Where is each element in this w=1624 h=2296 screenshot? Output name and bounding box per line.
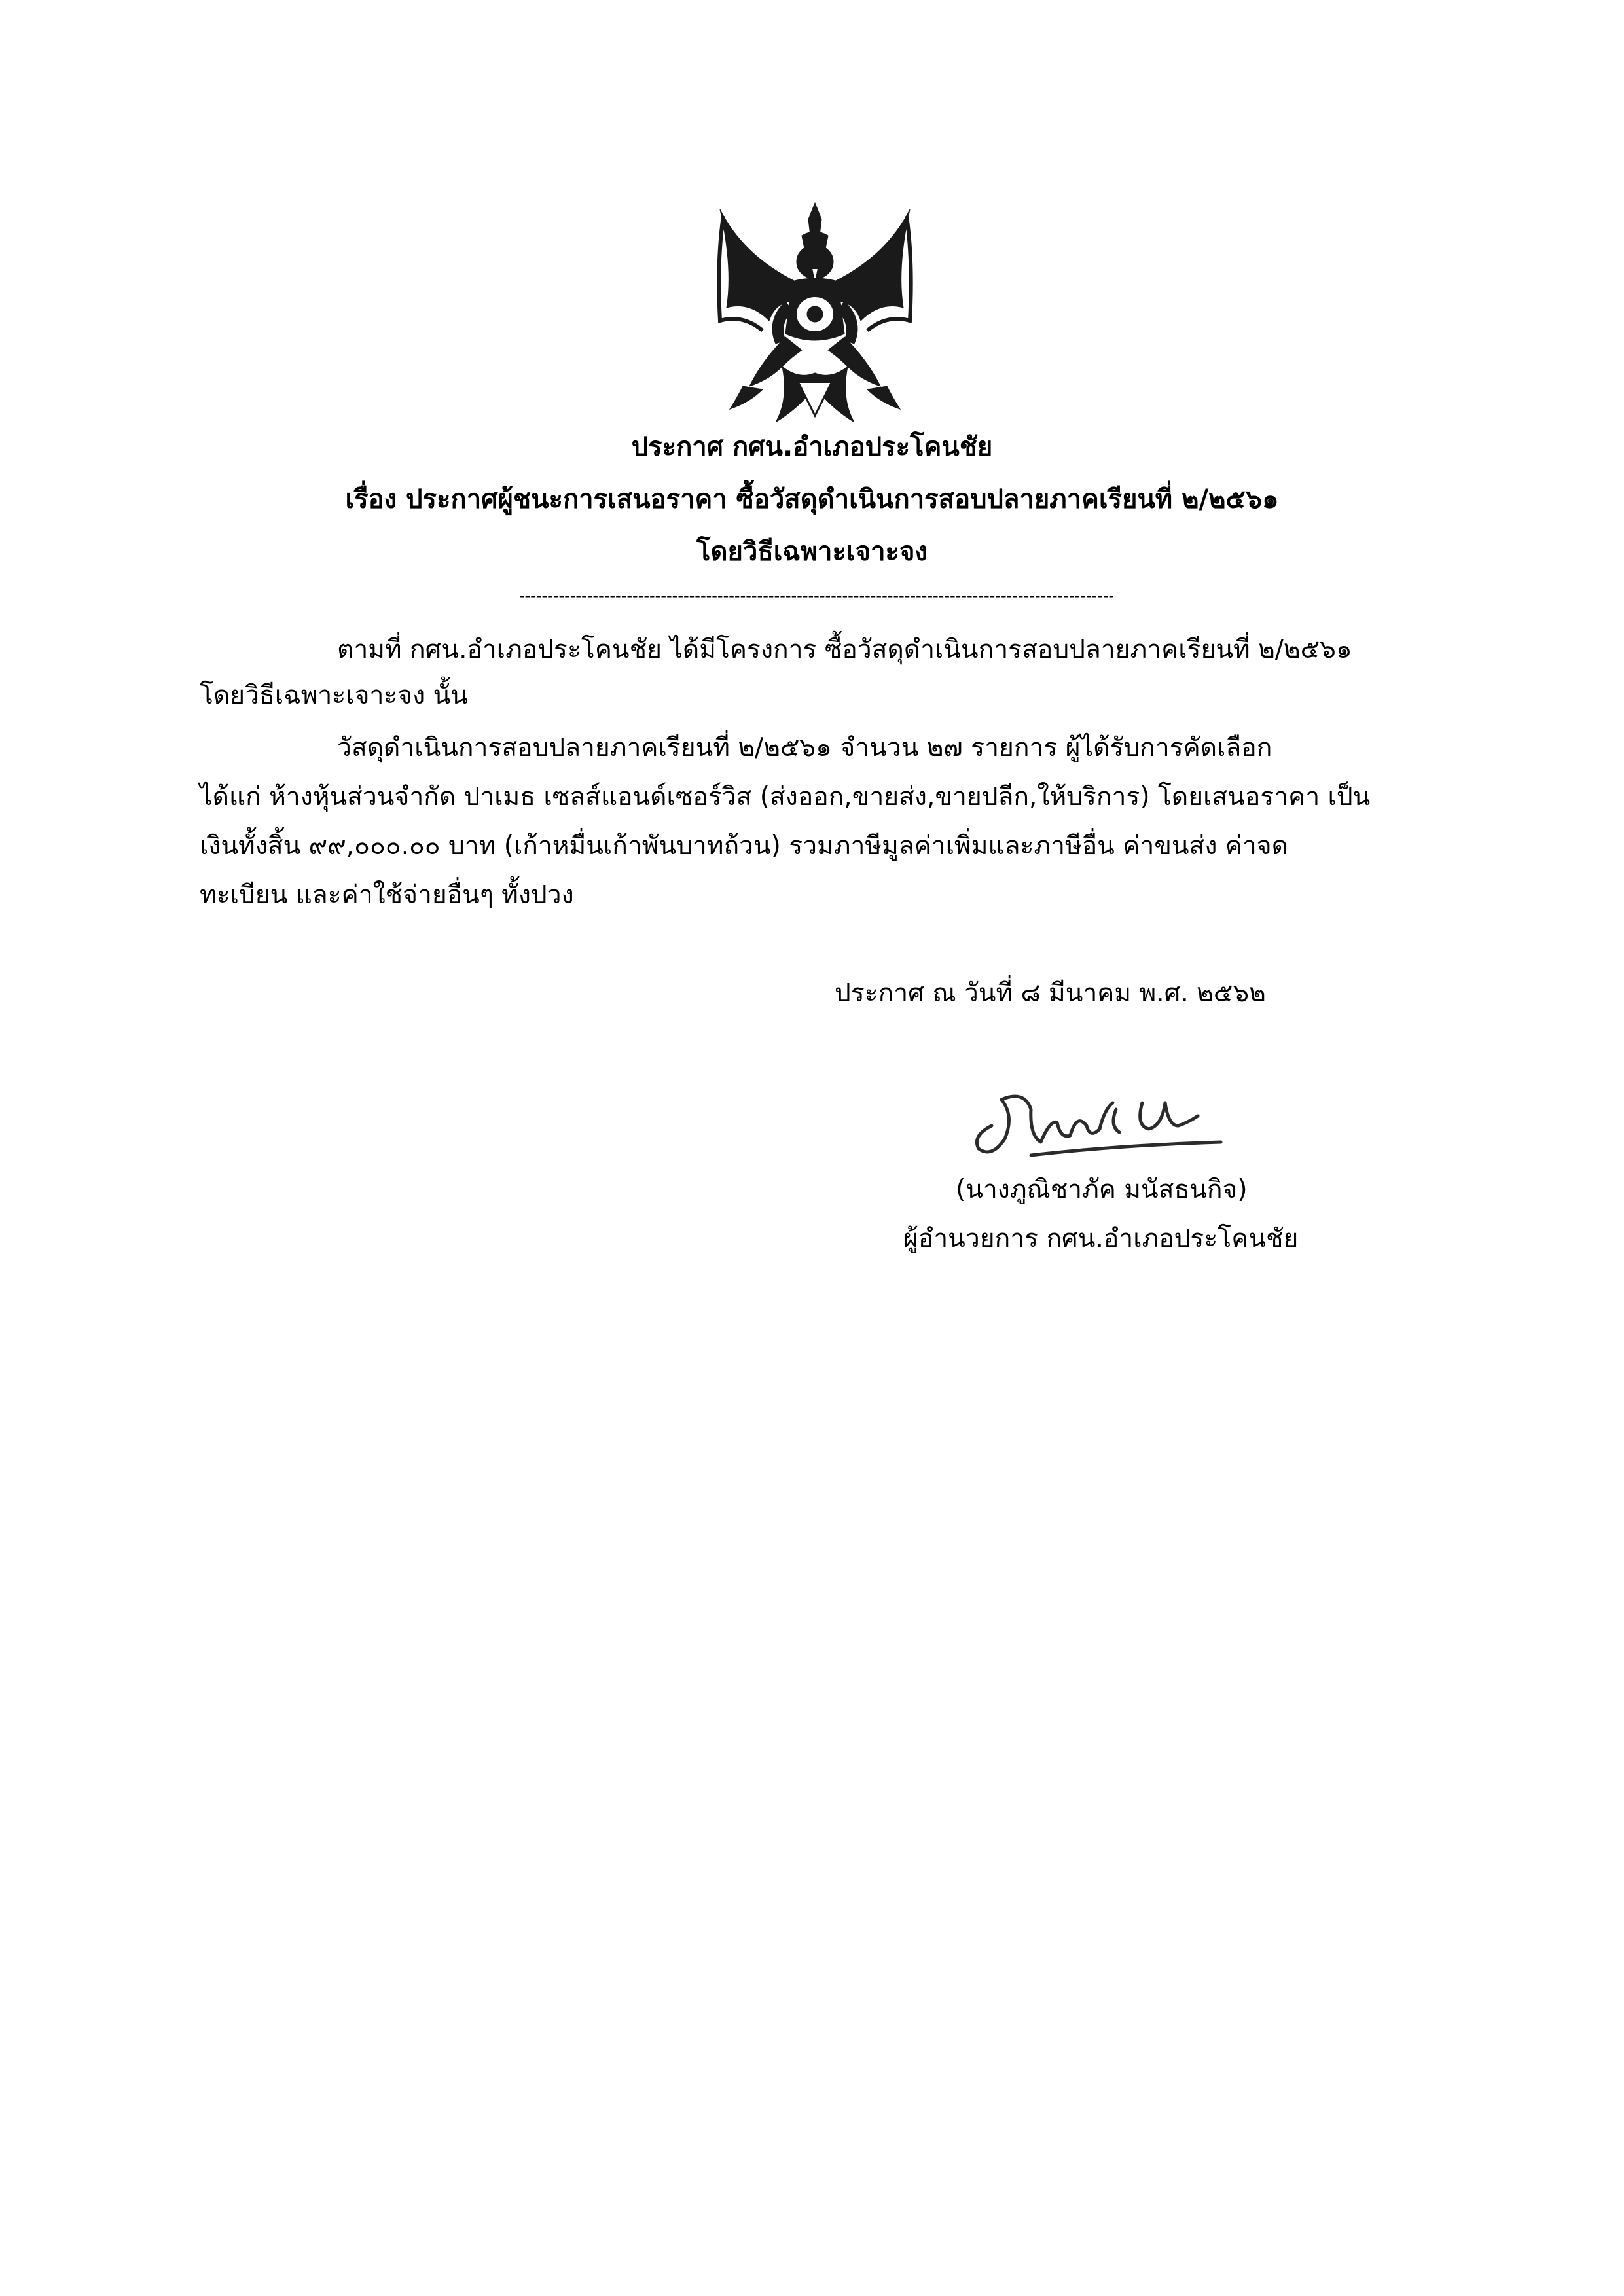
body-paragraph2-line2: ได้แก่ ห้างหุ้นส่วนจำกัด ปาเมธ เซลส์แอนด์เซอร์วิส (ส่งออก,ขายส่ง,ขายปลีก,ให้บริการ) โดยเสนอราคา เป็น — [200, 782, 1371, 812]
announcement-date: ประกาศ ณ วันที่ ๘ มีนาคม พ.ศ. ๒๕๖๒ — [835, 978, 1266, 1008]
signer-title: ผู้อำนวยการ กศน.อำเภอประโคนชัย — [903, 1224, 1299, 1253]
dashed-separator: --------------------------------------------------------------------------------------------------------- — [518, 586, 1115, 605]
handwritten-signature — [952, 1064, 1247, 1168]
body-paragraph1-line2: โดยวิธีเฉพาะเจาะจง นั้น — [200, 681, 468, 710]
signer-name: (นางภูณิชาภัค มนัสธนกิจ) — [956, 1175, 1248, 1204]
announcement-subject: เรื่อง ประกาศผู้ชนะการเสนอราคา ซื้อวัสดุดำเนินการสอบปลายภาคเรียนที่ ๒/๒๕๖๑ — [345, 484, 1279, 514]
body-paragraph2-line3: เงินทั้งสิ้น ๙๙,๐๐๐.๐๐ บาท (เก้าหมื่นเก้าพันบาทถ้วน) รวมภาษีมูลค่าเพิ่มและภาษีอื่น ค่าขนส่ง ค่าจด — [200, 831, 1288, 861]
body-paragraph2-line4: ทะเบียน และค่าใช้จ่ายอื่นๆ ทั้งปวง — [200, 880, 574, 910]
announcement-method: โดยวิธีเฉพาะเจาะจง — [696, 537, 928, 567]
body-paragraph2-line1: วัสดุดำเนินการสอบปลายภาคเรียนที่ ๒/๒๕๖๑ จำนวน ๒๗ รายการ ผู้ได้รับการคัดเลือก — [337, 733, 1272, 762]
garuda-emblem-icon — [704, 190, 926, 425]
announcement-title: ประกาศ กศน.อำเภอประโคนชัย — [631, 432, 993, 462]
body-paragraph1-line1: ตามที่ กศน.อำเภอประโคนชัย ได้มีโครงการ ซื้อวัสดุดำเนินการสอบปลายภาคเรียนที่ ๒/๒๕๖๑ — [337, 635, 1352, 664]
